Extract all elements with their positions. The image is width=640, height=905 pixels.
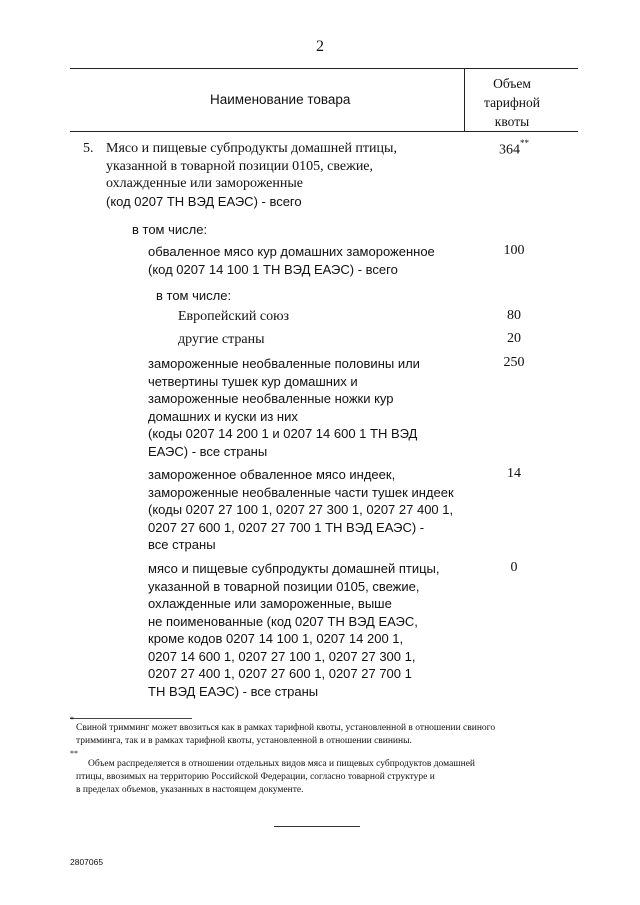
subitem-line: обваленное мясо кур домашних замороженное [148, 244, 435, 259]
subitem-line: указанной в товарной позиции 0105, свежие, [148, 578, 420, 594]
end-rule [274, 826, 360, 827]
item-quota [484, 140, 544, 159]
subitem-line: не поименованные (код 0207 ТН ВЭД ЕАЭС, [148, 613, 418, 629]
footnote-line: птицы, ввозимых на территорию Российской Федерации, согласно товарной структуре и [76, 772, 435, 782]
item-title-line: указанной в товарной позиции 0105, свежие, [106, 158, 374, 174]
subitem-line: четвертины тушек кур домашних и [148, 373, 358, 389]
subitem-line: замороженное обваленное мясо индеек, [148, 467, 396, 482]
subitem-line: 0207 27 400 1, 0207 27 600 1, 0207 27 700 1 [148, 666, 412, 681]
subitem-line: охлажденные или замороженные, выше [148, 596, 392, 611]
footnote-line: тримминга, так и в рамках тарифной квоты, установленной в отношении свинины. [76, 736, 412, 746]
volume-column-header [464, 74, 560, 131]
item-quota-footnote-mark: ** [520, 138, 529, 148]
subitem-line: 0207 27 600 1, 0207 27 700 1 ТН ВЭД ЕАЭС) - [148, 519, 425, 535]
page-number: 2 [316, 38, 324, 55]
volume-header-line: Объем [493, 76, 531, 91]
subitem-line: все страны [148, 537, 216, 552]
document-code: 2807065 [70, 857, 104, 867]
subitem-description [148, 243, 435, 278]
subitem-line: ЕАЭС) - все страны [148, 443, 268, 459]
subitem-line: (коды 0207 14 200 1 и 0207 14 600 1 ТН ВЭД [148, 426, 418, 441]
subitem-line: замороженные необваленные ножки кур [148, 391, 394, 406]
footnote-separator [70, 718, 192, 719]
item-quota-value: 364 [499, 142, 520, 158]
subitem-line: (код 0207 14 100 1 ТН ВЭД ЕАЭС) - всего [148, 261, 398, 277]
footnote-line: в пределах объемов, указанных в настоящем документе. [76, 785, 304, 795]
subitem-line: замороженные необваленные части тушек индеек [148, 484, 454, 500]
breakdown-quota: 20 [507, 331, 521, 346]
subitem-quota: 0 [510, 560, 518, 575]
footnote [76, 722, 564, 748]
including-label: в том числе: [132, 222, 208, 237]
volume-header-line: квоты [494, 114, 530, 129]
item-number: 5. [83, 141, 94, 156]
subitem-line: 0207 14 600 1, 0207 27 100 1, 0207 27 300 1, [148, 648, 416, 664]
subitem-quota: 100 [503, 243, 525, 258]
subitem-description [148, 466, 454, 554]
subitem-line: замороженные необваленные половины или [148, 356, 420, 371]
item-title [106, 140, 397, 210]
footnote-mark: ** [70, 749, 78, 758]
item-title-line: Мясо и пищевые субпродукты домашней птицы, [106, 141, 397, 156]
footnote-mark: * [70, 715, 74, 724]
item-title-line: (код 0207 ТН ВЭД ЕАЭС) - всего [106, 193, 302, 209]
subitem-line: (коды 0207 27 100 1, 0207 27 300 1, 0207 27 400 1, [148, 502, 454, 517]
subitem-quota: 14 [507, 466, 521, 481]
breakdown-label: другие страны [178, 332, 265, 347]
including-label: в том числе: [156, 288, 232, 303]
subitem-line: мясо и пищевые субпродукты домашней птицы, [148, 561, 440, 576]
name-column-header: Наименование товара [210, 92, 351, 107]
subitem-quota: 250 [503, 355, 525, 370]
item-title-line: охлажденные или замороженные [106, 176, 303, 191]
footnote [76, 758, 564, 797]
subitem-line: ТН ВЭД ЕАЭС) - все страны [148, 683, 319, 699]
subitem-description [148, 355, 420, 460]
breakdown-quota: 80 [507, 308, 521, 323]
subitem-line: кроме кодов 0207 14 100 1, 0207 14 200 1, [148, 631, 404, 646]
volume-header-line: тарифной [484, 95, 540, 110]
footnote-line: Объем распределяется в отношении отдельных видов мяса и пищевых субпродуктов домашней [88, 759, 475, 769]
footnote-line: Свиной тримминг может ввозиться как в рамках тарифной квоты, установленной в отношении свиного [76, 723, 496, 733]
subitem-line: домашних и куски из них [148, 408, 298, 424]
table-header-rule [70, 131, 578, 132]
subitem-description [148, 560, 440, 700]
breakdown-label: Европейский союз [178, 309, 290, 324]
table-top-rule [70, 68, 578, 69]
